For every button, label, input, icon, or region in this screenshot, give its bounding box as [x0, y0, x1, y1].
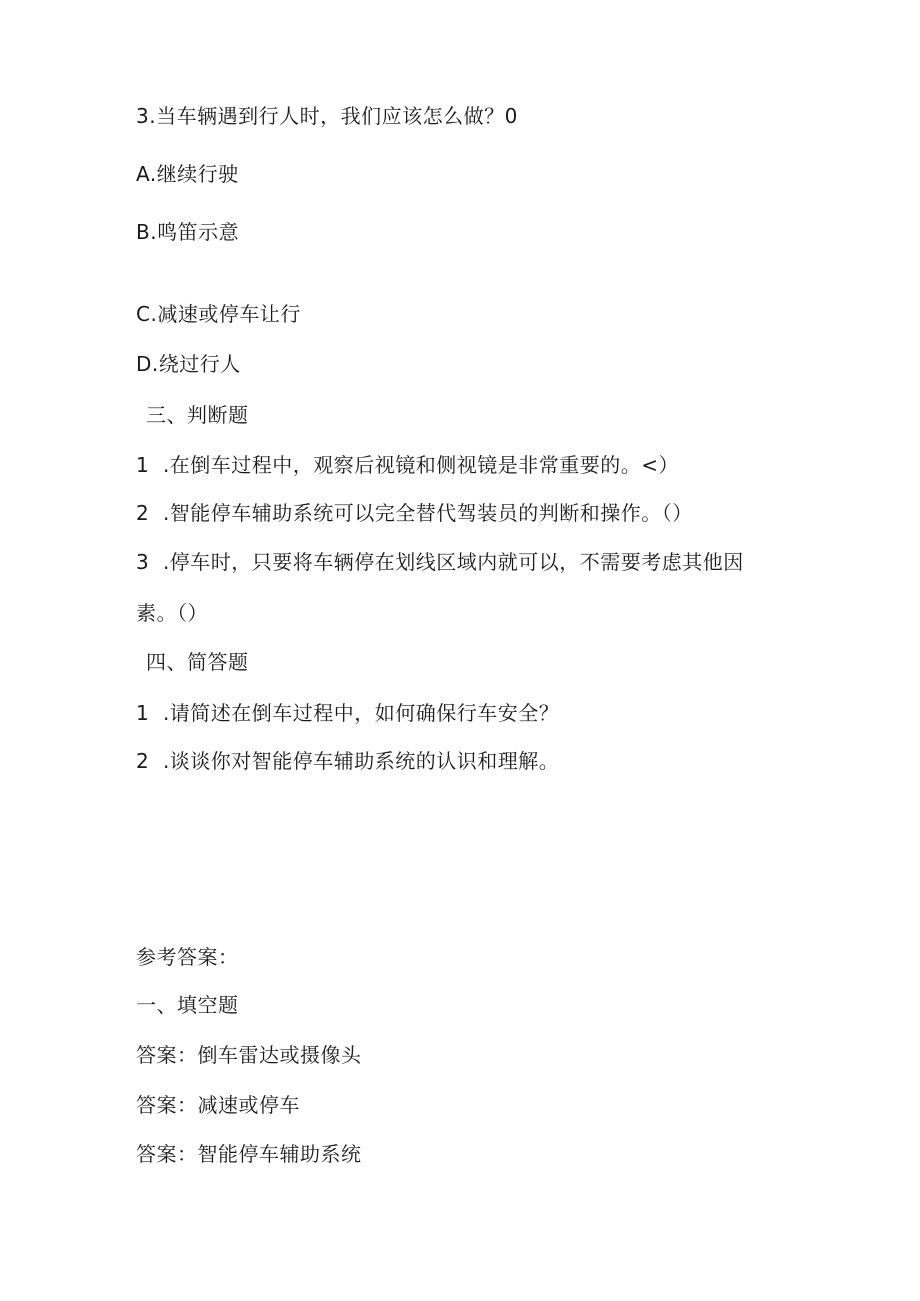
- answer-item-3: 答案：智能停车辅助系统: [136, 1142, 362, 1166]
- answers-heading: 参考答案：: [136, 945, 239, 969]
- true-false-item-1: 1 .在倒车过程中，观察后视镜和侧视镜是非常重要的。<）: [136, 453, 680, 477]
- question-3-option-b: B.鸣笛示意: [136, 220, 240, 244]
- section-title-true-false: 三、判断题: [146, 403, 249, 427]
- short-answer-item-2: 2 .谈谈你对智能停车辅助系统的认识和理解。: [136, 749, 560, 773]
- short-answer-item-1: 1 .请简述在倒车过程中，如何确保行车安全？: [136, 701, 560, 725]
- answer-item-2: 答案：减速或停车: [136, 1093, 300, 1117]
- question-3-option-d: D.绕过行人: [136, 352, 241, 376]
- section-title-short-answer: 四、简答题: [146, 650, 249, 674]
- question-3-option-a: A.继续行驶: [136, 162, 239, 186]
- true-false-item-3-continued: 素。（）: [136, 601, 208, 625]
- question-3-stem: 3.当车辆遇到行人时，我们应该怎么做？0: [136, 104, 518, 128]
- answer-item-1: 答案：倒车雷达或摄像头: [136, 1043, 362, 1067]
- question-3-option-c: C.减速或停车让行: [136, 302, 301, 326]
- true-false-item-2: 2 .智能停车辅助系统可以完全替代驾装员的判断和操作。（）: [136, 501, 693, 525]
- answers-section-title: 一、填空题: [136, 993, 239, 1017]
- true-false-item-3: 3 .停车时，只要将车辆停在划线区域内就可以，不需要考虑其他因: [136, 550, 744, 574]
